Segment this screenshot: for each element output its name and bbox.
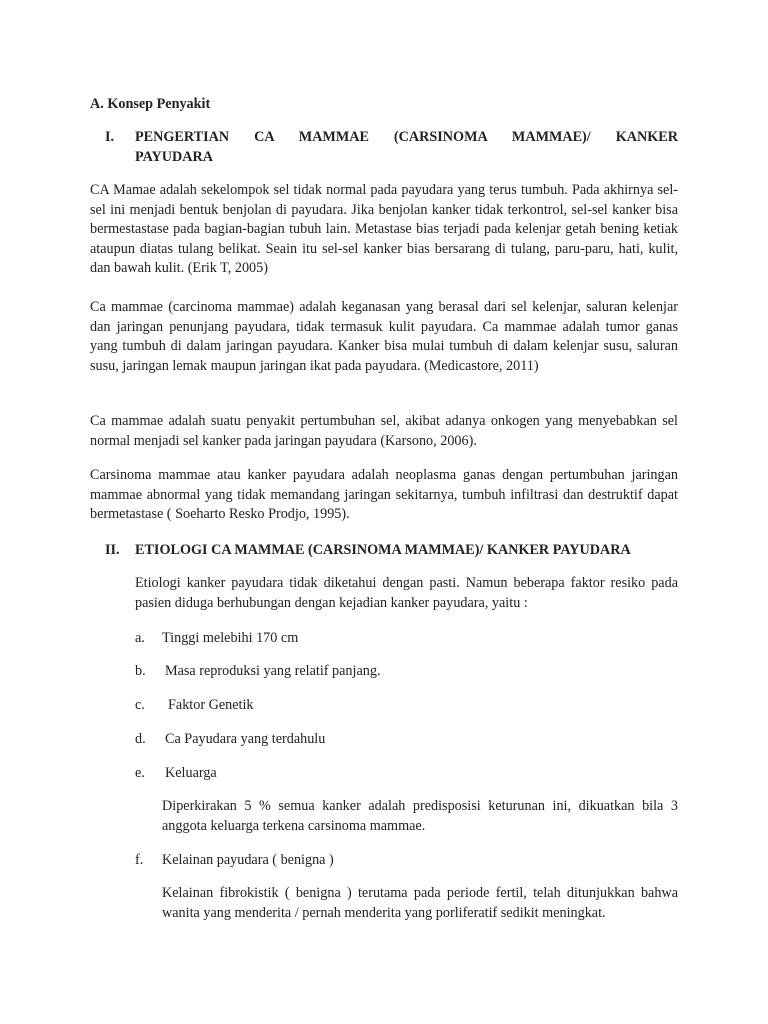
paragraph-definition-3: Ca mammae adalah suatu penyakit pertumbuhan sel, akibat adanya onkogen yang menyebabkan sel normal menjadi sel kanker pada jaringan payudara (Karsono, 2006). (90, 413, 678, 449)
list-item (135, 628, 678, 648)
list-letter: c. (135, 697, 145, 713)
list-label: Tinggi melebihi 170 cm (162, 630, 299, 646)
list-label: Kelainan payudara ( benigna ) (162, 852, 334, 868)
heading-title-line1: PENGERTIAN CA MAMMAE (CARSINOMA MAMMAE)/ KANKER (135, 129, 678, 145)
list-letter: d. (135, 731, 146, 747)
list-letter: a. (135, 630, 145, 646)
heading-title (135, 127, 678, 167)
list-item (135, 850, 678, 870)
list-item (135, 729, 678, 749)
paragraph-definition-2: Ca mammae (carcinoma mammae) adalah keganasan yang berasal dari sel kelenjar, saluran kelenjar dan jaringan penunjang payudara, tidak termasuk kulit payudara. Ca mammae adalah tumor ganas yang tumbuh di dalam jaringan payudara. Kanker bisa mulai tumbuh di dalam kelenjar susu, saluran susu, jaringan lemak maupun jaringan ikat pada payudara. (Medicastore, 2011) (90, 299, 678, 374)
heading-title: ETIOLOGI CA MAMMAE (CARSINOMA MAMMAE)/ KANKER PAYUDARA (135, 542, 631, 558)
heading-etiologi (90, 540, 678, 560)
heading-number: I. (105, 129, 115, 145)
kelainan-description: Kelainan fibrokistik ( benigna ) terutama pada periode fertil, telah ditunjukkan bahwa wanita yang menderita / pernah menderita yang porliferatif sedikit meningkat. (162, 885, 678, 921)
list-letter: f. (135, 852, 144, 868)
list-letter: e. (135, 765, 145, 781)
etiologi-intro: Etiologi kanker payudara tidak diketahui dengan pasti. Namun beberapa faktor resiko pada pasien diduga berhubungan dengan kejadian kanker payudara, yaitu : (135, 575, 678, 611)
list-item (135, 661, 678, 681)
list-item (135, 763, 678, 783)
section-heading: A. Konsep Penyakit (90, 96, 211, 112)
heading-title-line2: PAYUDARA (135, 149, 214, 165)
list-label: Masa reproduksi yang relatif panjang. (165, 663, 381, 679)
keluarga-description: Diperkirakan 5 % semua kanker adalah predisposisi keturunan ini, dikuatkan bila 3 anggota keluarga terkena carsinoma mammae. (162, 798, 678, 834)
heading-pengertian (90, 127, 678, 167)
paragraph-definition-4: Carsinoma mammae atau kanker payudara adalah neoplasma ganas dengan pertumbuhan jaringan mammae abnormal yang tidak memandang jaringan sekitarnya, tumbuh infiltrasi dan destruktif dapat bermetastase ( Soeharto Resko Prodjo, 1995). (90, 467, 678, 523)
paragraph-definition-1: CA Mamae adalah sekelompok sel tidak normal pada payudara yang terus tumbuh. Pada akhirnya sel-sel ini menjadi bentuk benjolan di payudara. Jika benjolan kanker tidak terkontrol, sel-sel kanker bisa bermestastase pada bagian-bagian tubuh lain. Metastase bias terjadi pada kelenjar getah bening ketiak ataupun diatas tulang belikat. Seain itu sel-sel kanker bias bersarang di tulang, paru-paru, hati, kulit, dan bawah kulit. (Erik T, 2005) (90, 182, 678, 277)
heading-number: II. (105, 542, 120, 558)
list-letter: b. (135, 663, 146, 679)
list-label: Ca Payudara yang terdahulu (165, 731, 326, 747)
list-item (135, 695, 678, 715)
list-label: Faktor Genetik (168, 697, 254, 713)
list-label: Keluarga (165, 765, 217, 781)
